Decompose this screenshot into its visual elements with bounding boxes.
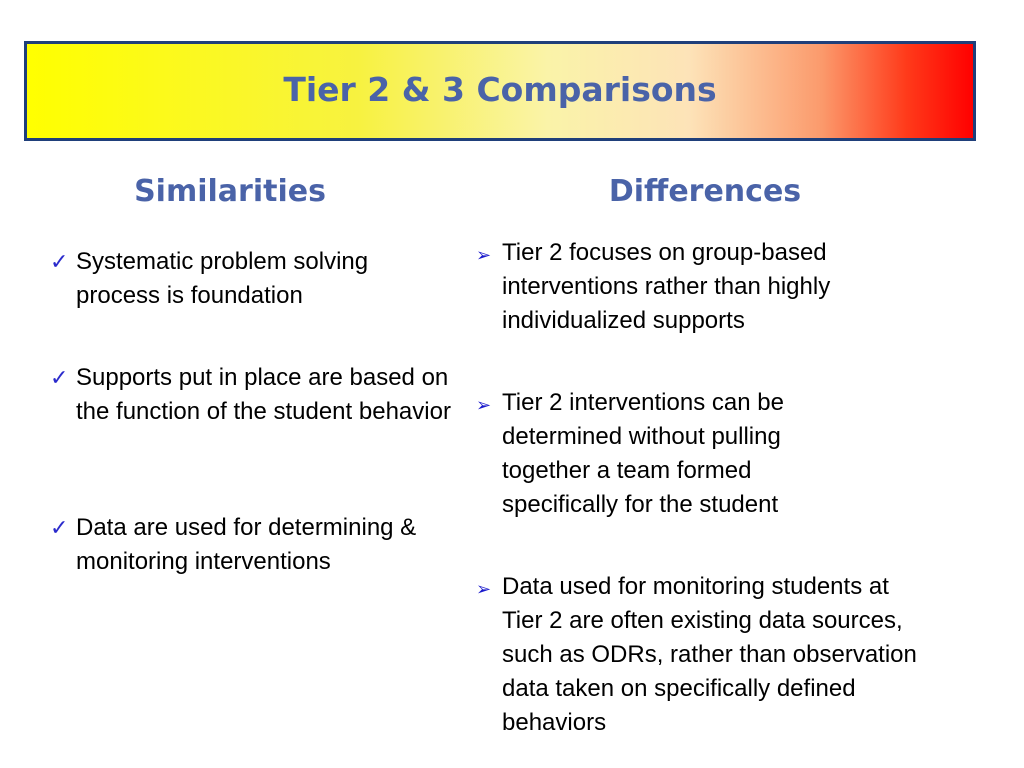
difference-text: Data used for monitoring students at Tier 2 are often existing data sources, such as ODRs, rather than observation data taken on specifically defined behaviors (502, 573, 917, 736)
checkmark-icon: ✓ (50, 365, 69, 390)
arrow-bullet-icon: ➢ (476, 245, 492, 265)
differences-heading: Differences (608, 174, 802, 209)
difference-item (476, 236, 902, 338)
similarity-text: Systematic problem solving process is foundation (76, 248, 369, 309)
difference-item (476, 386, 862, 522)
checkmark-icon: ✓ (50, 515, 69, 540)
similarity-item (50, 361, 456, 429)
difference-item (476, 570, 932, 740)
difference-text: Tier 2 focuses on group-based interventions rather than highly individualized supports (502, 239, 831, 334)
similarity-text: Supports put in place are based on the function of the student behavior (76, 364, 451, 425)
title-banner (24, 41, 976, 141)
arrow-bullet-icon: ➢ (476, 579, 492, 599)
similarity-item (50, 245, 446, 313)
difference-text: Tier 2 interventions can be determined without pulling together a team formed specifically for the student (502, 389, 784, 518)
checkmark-icon: ✓ (50, 249, 69, 274)
arrow-bullet-icon: ➢ (476, 395, 492, 415)
similarities-heading: Similarities (134, 174, 326, 209)
slide-title: Tier 2 & 3 Comparisons (283, 70, 717, 109)
similarity-item (50, 511, 476, 579)
similarity-text: Data are used for determining & monitoring interventions (76, 514, 417, 575)
